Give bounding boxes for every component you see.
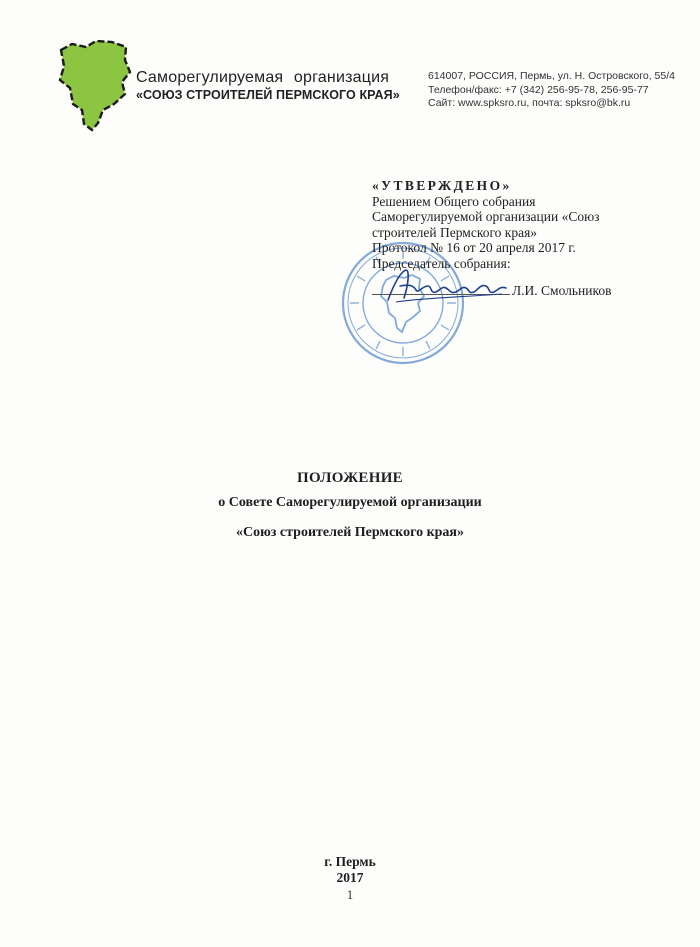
signer-name: Л.И. Смольников — [512, 283, 612, 298]
document-title: ПОЛОЖЕНИЕ — [297, 470, 403, 486]
approval-line: Саморегулируемой организации «Союз — [372, 209, 600, 224]
approval-line: Протокол № 16 от 20 апреля 2017 г. — [372, 240, 576, 255]
page-number: 1 — [346, 887, 354, 902]
document-subtitle: о Совете Саморегулируемой организации — [218, 495, 482, 510]
phone-text: Телефон/факс: +7 (342) 256-95-78, 256-95-77 — [428, 83, 649, 96]
perm-krai-map-logo-icon — [56, 38, 132, 134]
organization-title: «СОЮЗ СТРОИТЕЛЕЙ ПЕРМСКОГО КРАЯ» — [136, 88, 400, 102]
handwritten-signature-icon — [382, 264, 510, 308]
document-year: 2017 — [336, 870, 364, 885]
approval-line: Председатель собрания: — [372, 255, 511, 271]
organization-type: Саморегулируемая организация — [136, 69, 390, 86]
document-city: г. Пермь — [324, 854, 376, 869]
approval-line: строителей Пермского края» — [372, 224, 538, 240]
approval-line: Решением Общего собрания — [372, 193, 536, 209]
address-text: 614007, РОССИЯ, Пермь, ул. Н. Островского, 55/4 — [428, 70, 675, 82]
approval-heading: «УТВЕРЖДЕНО» — [372, 178, 512, 193]
website-text: Сайт: www.spksro.ru, почта: spksro@bk.ru — [428, 97, 631, 109]
approval-block — [372, 178, 600, 271]
document-subtitle-org: «Союз строителей Пермского края» — [235, 525, 465, 540]
contact-info — [428, 70, 675, 111]
organization-name — [136, 68, 400, 103]
